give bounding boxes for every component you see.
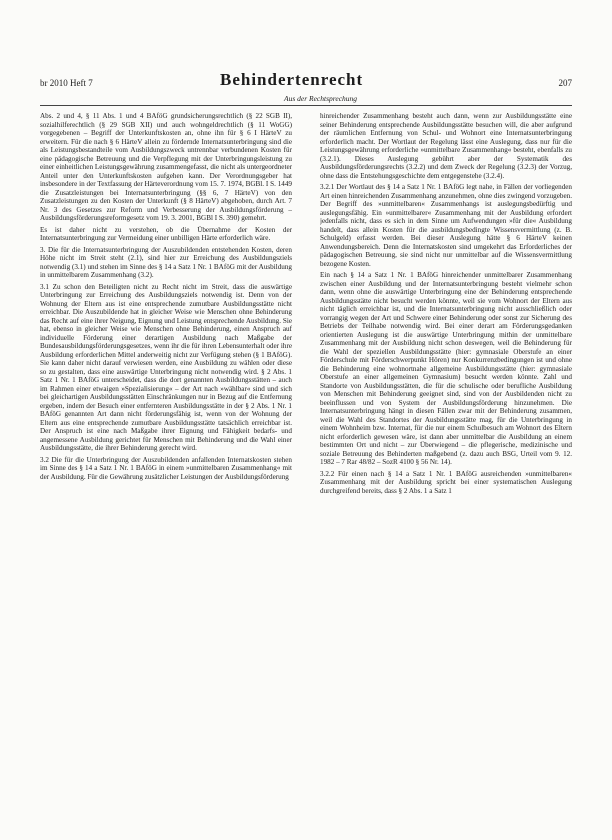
- paragraph: 3.1 Zu schon den Beteiligten nicht zu Recht nicht im Streit, dass die auswärtige Unterbringung zur Erreichung des Ausbildungsziels notwendig ist. Denn von der Wohnung der Eltern aus ist eine entsprechende zumutbare Ausbildungsstätte nicht erreichbar. Die Auszubildende hat in gleicher Weise wie Menschen ohne Behinderung das Recht auf eine ihrer Neigung, Eignung und Leistung entsprechende Ausbildung. Sie hat, ebenso in gleicher Weise wie Menschen ohne Behinderung, einen Anspruch auf individuelle Förderung einer derartigen Ausbildung nach Maßgabe der Bundesausbildungsförderungsgesetzes, wenn ihr die für ihren Lebensunterhalt oder ihre Ausbildung erforderlichen Mittel anderweitig nicht zur Verfügung stehen (§ 1 BAföG). Sie kann daher nicht darauf verwiesen werden, eine Ausbildung zu wählen oder diese so zu gestalten, dass eine auswärtige Unterbringung nicht notwendig wird. § 2 Abs. 1 Satz 1 Nr. 1 BAföG unterscheidet, dass die dort genannten Ausbildungsstätten – auch im Rahmen einer etwaigen »Spezialisierung« – der Art nach »wählbar« sind und sich bei gleichartigen Ausbildungsstätten Einschränkungen nur in Bezug auf die Entfernung ergeben, indem der Besuch einer entfernteren Ausbildungsstätte in der § 2 Abs. 1 Nr. 1 BAföG genannten Art dann nicht förderungsfähig ist, wenn von der Wohnung der Eltern aus eine entsprechende zumutbare Ausbildungsstätte tatsächlich erreichbar ist. Der Anspruch ist eine nach Maßgabe ihrer Eignung und Fähigkeit bedarfs- und angemessene Ausbildung gerichtet für Menschen mit Behinderung und die Wahl einer Ausbildungsstätte, die ihrer Behinderung gerecht wird.: [40, 282, 292, 452]
- paragraph: 3.2.1 Der Wortlaut des § 14 a Satz 1 Nr. 1 BAföG legt nahe, in Fällen der vorliegenden Art einen hinreichenden Zusammenhang anzunehmen, ohne dies zwingend vorzugeben. Der Begriff des »unmittelbaren« Zusammenhangs ist auslegungsbedürftig und auslegungsfähig. Ein »unmittelbarer« Zusammenhang mit der Ausbildung erfordert jedenfalls nicht, dass es sich in dem Sinne um Aufwendungen »für die« Ausbildung handelt, dass allein Kosten für die ausbildungsbedingte Wissensvermittlung (z. B. Schulgeld) erfasst werden. Bei dieser Auslegung hätte § 6 HärteV keinen Anwendungsbereich. Denn die Internatskosten sind umgekehrt das Erforderliches der pädagogischen Betreuung, sie sind nicht nur unmittelbar auf die Wissensvermittlung bezogene Kosten.: [320, 183, 572, 268]
- journal-title: Behindertenrecht: [220, 70, 364, 89]
- paragraph: Ein nach § 14 a Satz 1 Nr. 1 BAföG hinreichender unmittelbarer Zusammenhang zwischen einer Ausbildung und der Internatsunterbringung besteht vielmehr schon dann, wenn ohne die auswärtige Unterbringung eine der Behinderung entsprechende Ausbildungsstätte nicht besucht werden könnte, weil sie vom Wohnort der Eltern aus nicht täglich erreichbar ist, und die Internatsunterbringung nicht ausschließlich oder vorrangig wegen der Art und Schwere einer Behinderung oder sonst zur Sicherung des Betriebs der Teilhabe notwendig wird. Bei einer derart am Förderungsgedanken orientierten Auslegung ist die auswärtige Unterbringung mithin der unmittelbare Zusammenhang mit der Ausbildung nicht schon deswegen, weil die Behinderung für die Wahl der speziellen Ausbildungsstätte (hier: gymnasiale Oberstufe an einer Förderschule mit Förderschwerpunkt Hören) nur Konkurrenzbedingungen ist und ohne die Behinderung eine wohnortnahe allgemeine Ausbildungsstätte (hier: gymnasiale Oberstufe an einer allgemeinen Gymnasium) besucht werden könnte. Zahl und Standorte von Ausbildungsstätten, die für die schulische oder berufliche Ausbildung von Menschen mit Behinderung geeignet sind, sind von der Ausbildenden nicht zu beeinflussen und von System der Ausbildungsförderung hinzunehmen. Die Internatsunterbringung hängt in diesen Fällen zwar mit der Behinderung zusammen, weil die Wahl des Standortes der Ausbildungsstätte mag, für die Unterbringung in einem Wohnheim bzw. Internat, für die nur einem Schulbesuch am Wohnort des Eltern nicht erforderlich gewesen wäre, ist dann aber unmittelbar die Ausbildung an einem bestimmten Ort und nicht – zur Überwiegend – die pflegerische, medizinische und soziale Betreuung des Behinderten maßgebend (z. dazu auch BSG, Urteil vom 9. 12. 1982 – 7 Rar 48/82 – SozR 4100 § 56 Nr. 14).: [320, 271, 572, 466]
- paragraph: Abs. 2 und 4, § 11 Abs. 1 und 4 BAföG grundsicherungsrechtlich (§ 22 SGB II), sozialhilferechtlich (§ 29 SGB XII) und auch wohngeldrechtlich (§ 11 WoGG) vorgegebenen – Begriff der Unterkunftskosten an, ohne ihn für § 6 I HärteV zu erweitern. Für die nach § 6 HärteV allein zu fördernde Internatsunterbringung sind die als Leistungsbestandteile vom Ausbildungszweck untrennbar verbundenen Kosten für eine pädagogische Betreuung und die Verpflegung mit der Unterbringungsleistung zu einer einheitlichen Leistungsgewährung zusammengefasst, die nicht als untergeordneter Anteil unter den Unterkunftskosten aufgehen kann. Der Verordnungsgeber hat insbesondere in der Textfassung der Härteverordnung vom 15. 7. 1974, BGBl. I S. 1449 die Zusatzleistungen bei Internatsunterbringung (§§ 6, 7 HärteV) von den Zusatzleistungen zu den Kosten der Unterkunft (§ 8 HärteV) abgehoben, durch Art. 7 Nr. 3 des Gesetzes zur Reform und Verbesserung der Ausbildungsförderung – Ausbildungsförderungsreformgesetz vom 19. 3. 2001, BGBl I S. 390) gemehrt.: [40, 112, 292, 222]
- page-header: [40, 70, 572, 102]
- paragraph: 3.2 Die für die Unterbringung der Auszubildenden anfallenden Internatskosten stehen im Sinne des § 14 a Satz 1 Nr. 1 BAföG in einem »unmittelbaren Zusammenhang« mit der Ausbildung. Für die Gewährung zusätzlicher Leistungen der Ausbildungsförderung: [40, 455, 292, 481]
- page-number: 207: [558, 78, 572, 88]
- paragraph: 3.2.2 Für einen nach § 14 a Satz 1 Nr. 1 BAföG ausreichenden »unmittelbaren« Zusammenhang mit der Ausbildung spricht bei einer systematischen Auslegung durchgreifend bereits, dass § 2 Abs. 1 a Satz 1: [320, 469, 572, 495]
- paragraph: hinreichender Zusammenhang besteht auch dann, wenn zur Ausbildungsstätte eine seiner Behinderung entsprechende Ausbildungsstätte besuchen will, die aber aufgrund der räumlichen Entfernung von Schul- und Wohnort eine Internatsunterbringung erforderlich macht. Der Wortlaut der Regelung lässt eine Auslegung, dass nur für die Leistungsgewährung erforderliche »unmittelbare Zusammenhang« besteht, ebenfalls zu (3.2.1). Dieses Auslegung gebührt aber der Systematik des Ausbildungsförderungsrechts (3.2.2) und dem Zweck der Regelung (3.2.3) der Vorzug, ohne dass die Entstehungsgeschichte dem entgegenstehe (3.2.4).: [320, 112, 572, 180]
- header-rule: [40, 105, 572, 106]
- section-title: Aus der Rechtsprechung: [284, 94, 358, 103]
- right-column: [320, 112, 572, 818]
- issue-label: br 2010 Heft 7: [40, 78, 93, 88]
- paragraph: 3. Die für die Internatsunterbringung der Auszubildenden entstehenden Kosten, deren Höhe nicht im Streit steht (2.1), sind hier zur Erreichung des Ausbildungsziels notwendig (3.1) und stehen im Sinne des § 14 a Satz 1 Nr. 1 BAföG mit der Ausbildung in unmittelbarem Zusammenhang (3.2).: [40, 245, 292, 279]
- paragraph: Es ist daher nicht zu verstehen, ob die Übernahme der Kosten der Internatsunterbringung zur Vermeidung einer unbilligen Härte erforderlich wäre.: [40, 225, 292, 242]
- left-column: [40, 112, 292, 818]
